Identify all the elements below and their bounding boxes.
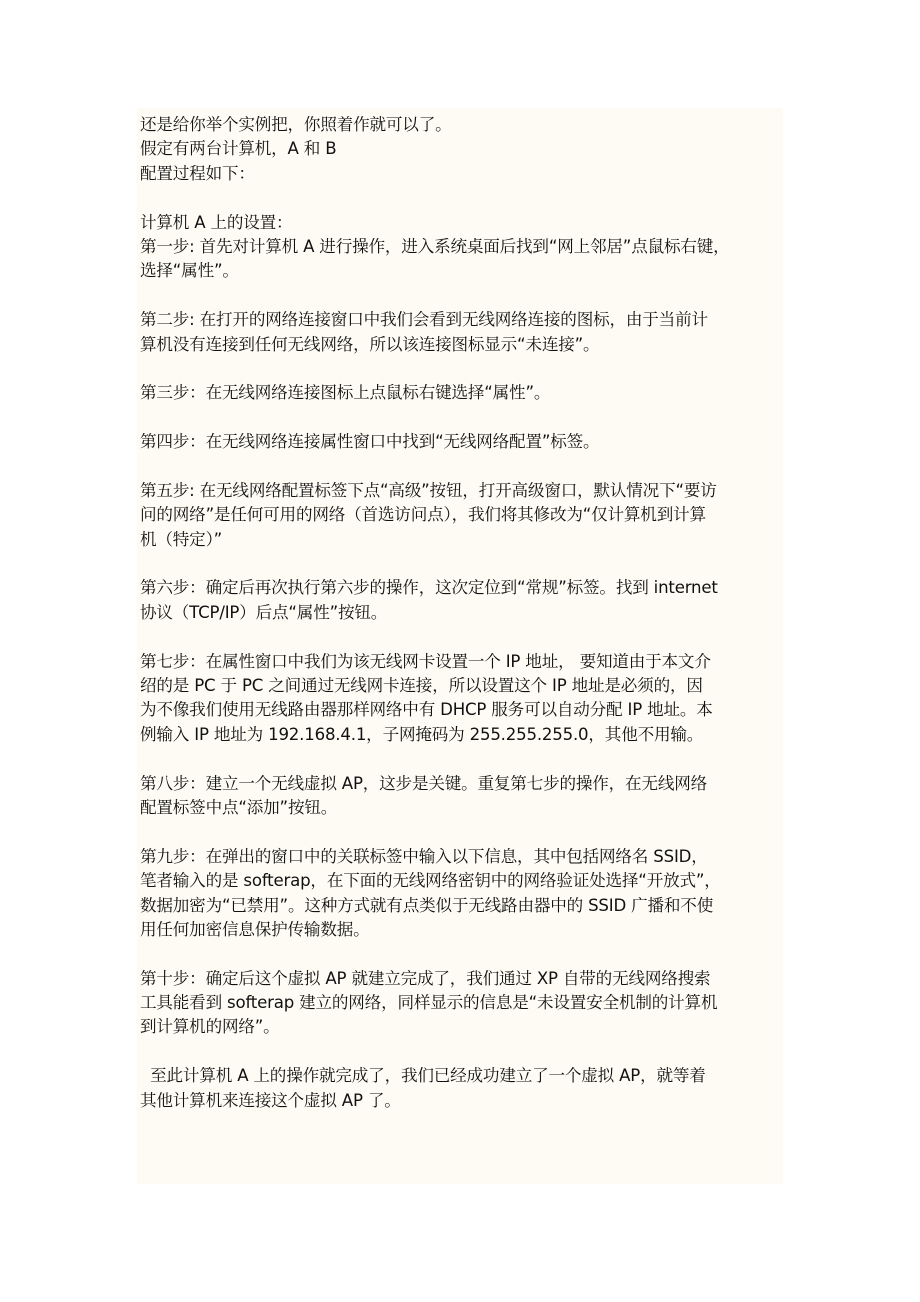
paragraph xyxy=(140,113,782,186)
text-line: 第四步：在无线网络连接属性窗口中找到“无线网络配置”标签。 xyxy=(140,432,600,452)
paragraph xyxy=(140,1064,782,1113)
paragraph-gap xyxy=(140,942,782,966)
text-line: 问的网络”是任何可用的网络（首选访问点），我们将其修改为“仅计算机到计算 xyxy=(140,505,706,525)
text-line: 为不像我们使用无线路由器那样网络中有 DHCP 服务可以自动分配 IP 地址。本 xyxy=(140,700,713,720)
text-line: 数据加密为“已禁用”。这种方式就有点类似于无线路由器中的 SSID 广播和不使 xyxy=(140,895,714,915)
text-line: 机（特定）” xyxy=(140,529,223,549)
text-line: 第六步：确定后再次执行第六步的操作，这次定位到“常规”标签。找到 internet xyxy=(140,578,718,598)
paragraph xyxy=(140,211,782,284)
text-line: 第一步: 首先对计算机 A 进行操作，进入系统桌面后找到“网上邻居”点鼠标右键， xyxy=(140,236,730,256)
paragraph-gap xyxy=(140,186,782,210)
paragraph xyxy=(140,845,782,943)
text-line: 配置过程如下： xyxy=(140,163,255,183)
paragraph-gap xyxy=(140,454,782,478)
text-line: 例输入 IP 地址为 192.168.4.1，子网掩码为 255.255.255.0，其他不用输。 xyxy=(140,724,704,744)
paragraph-gap xyxy=(140,820,782,844)
text-line: 其他计算机来连接这个虚拟 AP 了。 xyxy=(140,1090,401,1110)
paragraph xyxy=(140,381,782,405)
paragraph-gap xyxy=(140,284,782,308)
text-line: 假定有两台计算机，A 和 B xyxy=(140,139,337,159)
text-line: 工具能看到 softerap 建立的网络，同样显示的信息是“未设置安全机制的计算机 xyxy=(140,993,718,1013)
paragraph xyxy=(140,576,782,625)
text-line: 算机没有连接到任何无线网络，所以该连接图标显示“未连接”。 xyxy=(140,334,600,354)
text-line: 还是给你举个实例把，你照着作就可以了。 xyxy=(140,115,452,134)
paragraph-gap xyxy=(140,406,782,430)
text-line: 第七步：在属性窗口中我们为该无线网卡设置一个 IP 地址， 要知道由于本文介 xyxy=(140,651,711,671)
text-line: 第五步: 在无线网络配置标签下点“高级”按钮，打开高级窗口，默认情况下“要访 xyxy=(140,480,717,500)
document-body xyxy=(140,113,782,1113)
paragraph-gap xyxy=(140,625,782,649)
text-line: 绍的是 PC 于 PC 之间通过无线网卡连接，所以设置这个 IP 地址是必须的，因 xyxy=(140,675,703,695)
paragraph-gap xyxy=(140,1040,782,1064)
text-line: 用任何加密信息保护传输数据。 xyxy=(140,919,370,939)
paragraph xyxy=(140,308,782,357)
document-page xyxy=(137,108,783,1184)
text-line: 第十步：确定后这个虚拟 AP 就建立完成了，我们通过 XP 自带的无线网络搜索 xyxy=(140,968,711,988)
text-line: 到计算机的网络”。 xyxy=(140,1017,280,1037)
text-line: 第三步：在无线网络连接图标上点鼠标右键选择“属性”。 xyxy=(140,383,551,403)
text-line: 至此计算机 A 上的操作就完成了，我们已经成功建立了一个虚拟 AP，就等着 xyxy=(140,1066,706,1086)
text-line: 选择“属性”。 xyxy=(140,261,239,281)
paragraph-gap xyxy=(140,747,782,771)
text-line: 协议（TCP/IP）后点“属性”按钮。 xyxy=(140,602,388,622)
text-line: 配置标签中点“添加”按钮。 xyxy=(140,797,338,817)
paragraph-gap xyxy=(140,552,782,576)
paragraph xyxy=(140,479,782,552)
paragraph xyxy=(140,967,782,1040)
text-line: 第二步: 在打开的网络连接窗口中我们会看到无线网络连接的图标，由于当前计 xyxy=(140,310,708,330)
paragraph xyxy=(140,772,782,821)
text-line: 第八步：建立一个无线虚拟 AP，这步是关键。重复第七步的操作，在无线网络 xyxy=(140,773,708,793)
text-line: 计算机 A 上的设置： xyxy=(140,212,293,232)
paragraph xyxy=(140,650,782,748)
text-line: 笔者输入的是 softerap，在下面的无线网络密钥中的网络验证处选择“开放式”， xyxy=(140,871,721,891)
text-line: 第九步：在弹出的窗口中的关联标签中输入以下信息，其中包括网络名 SSID， xyxy=(140,846,708,866)
paragraph xyxy=(140,430,782,454)
paragraph-gap xyxy=(140,357,782,381)
